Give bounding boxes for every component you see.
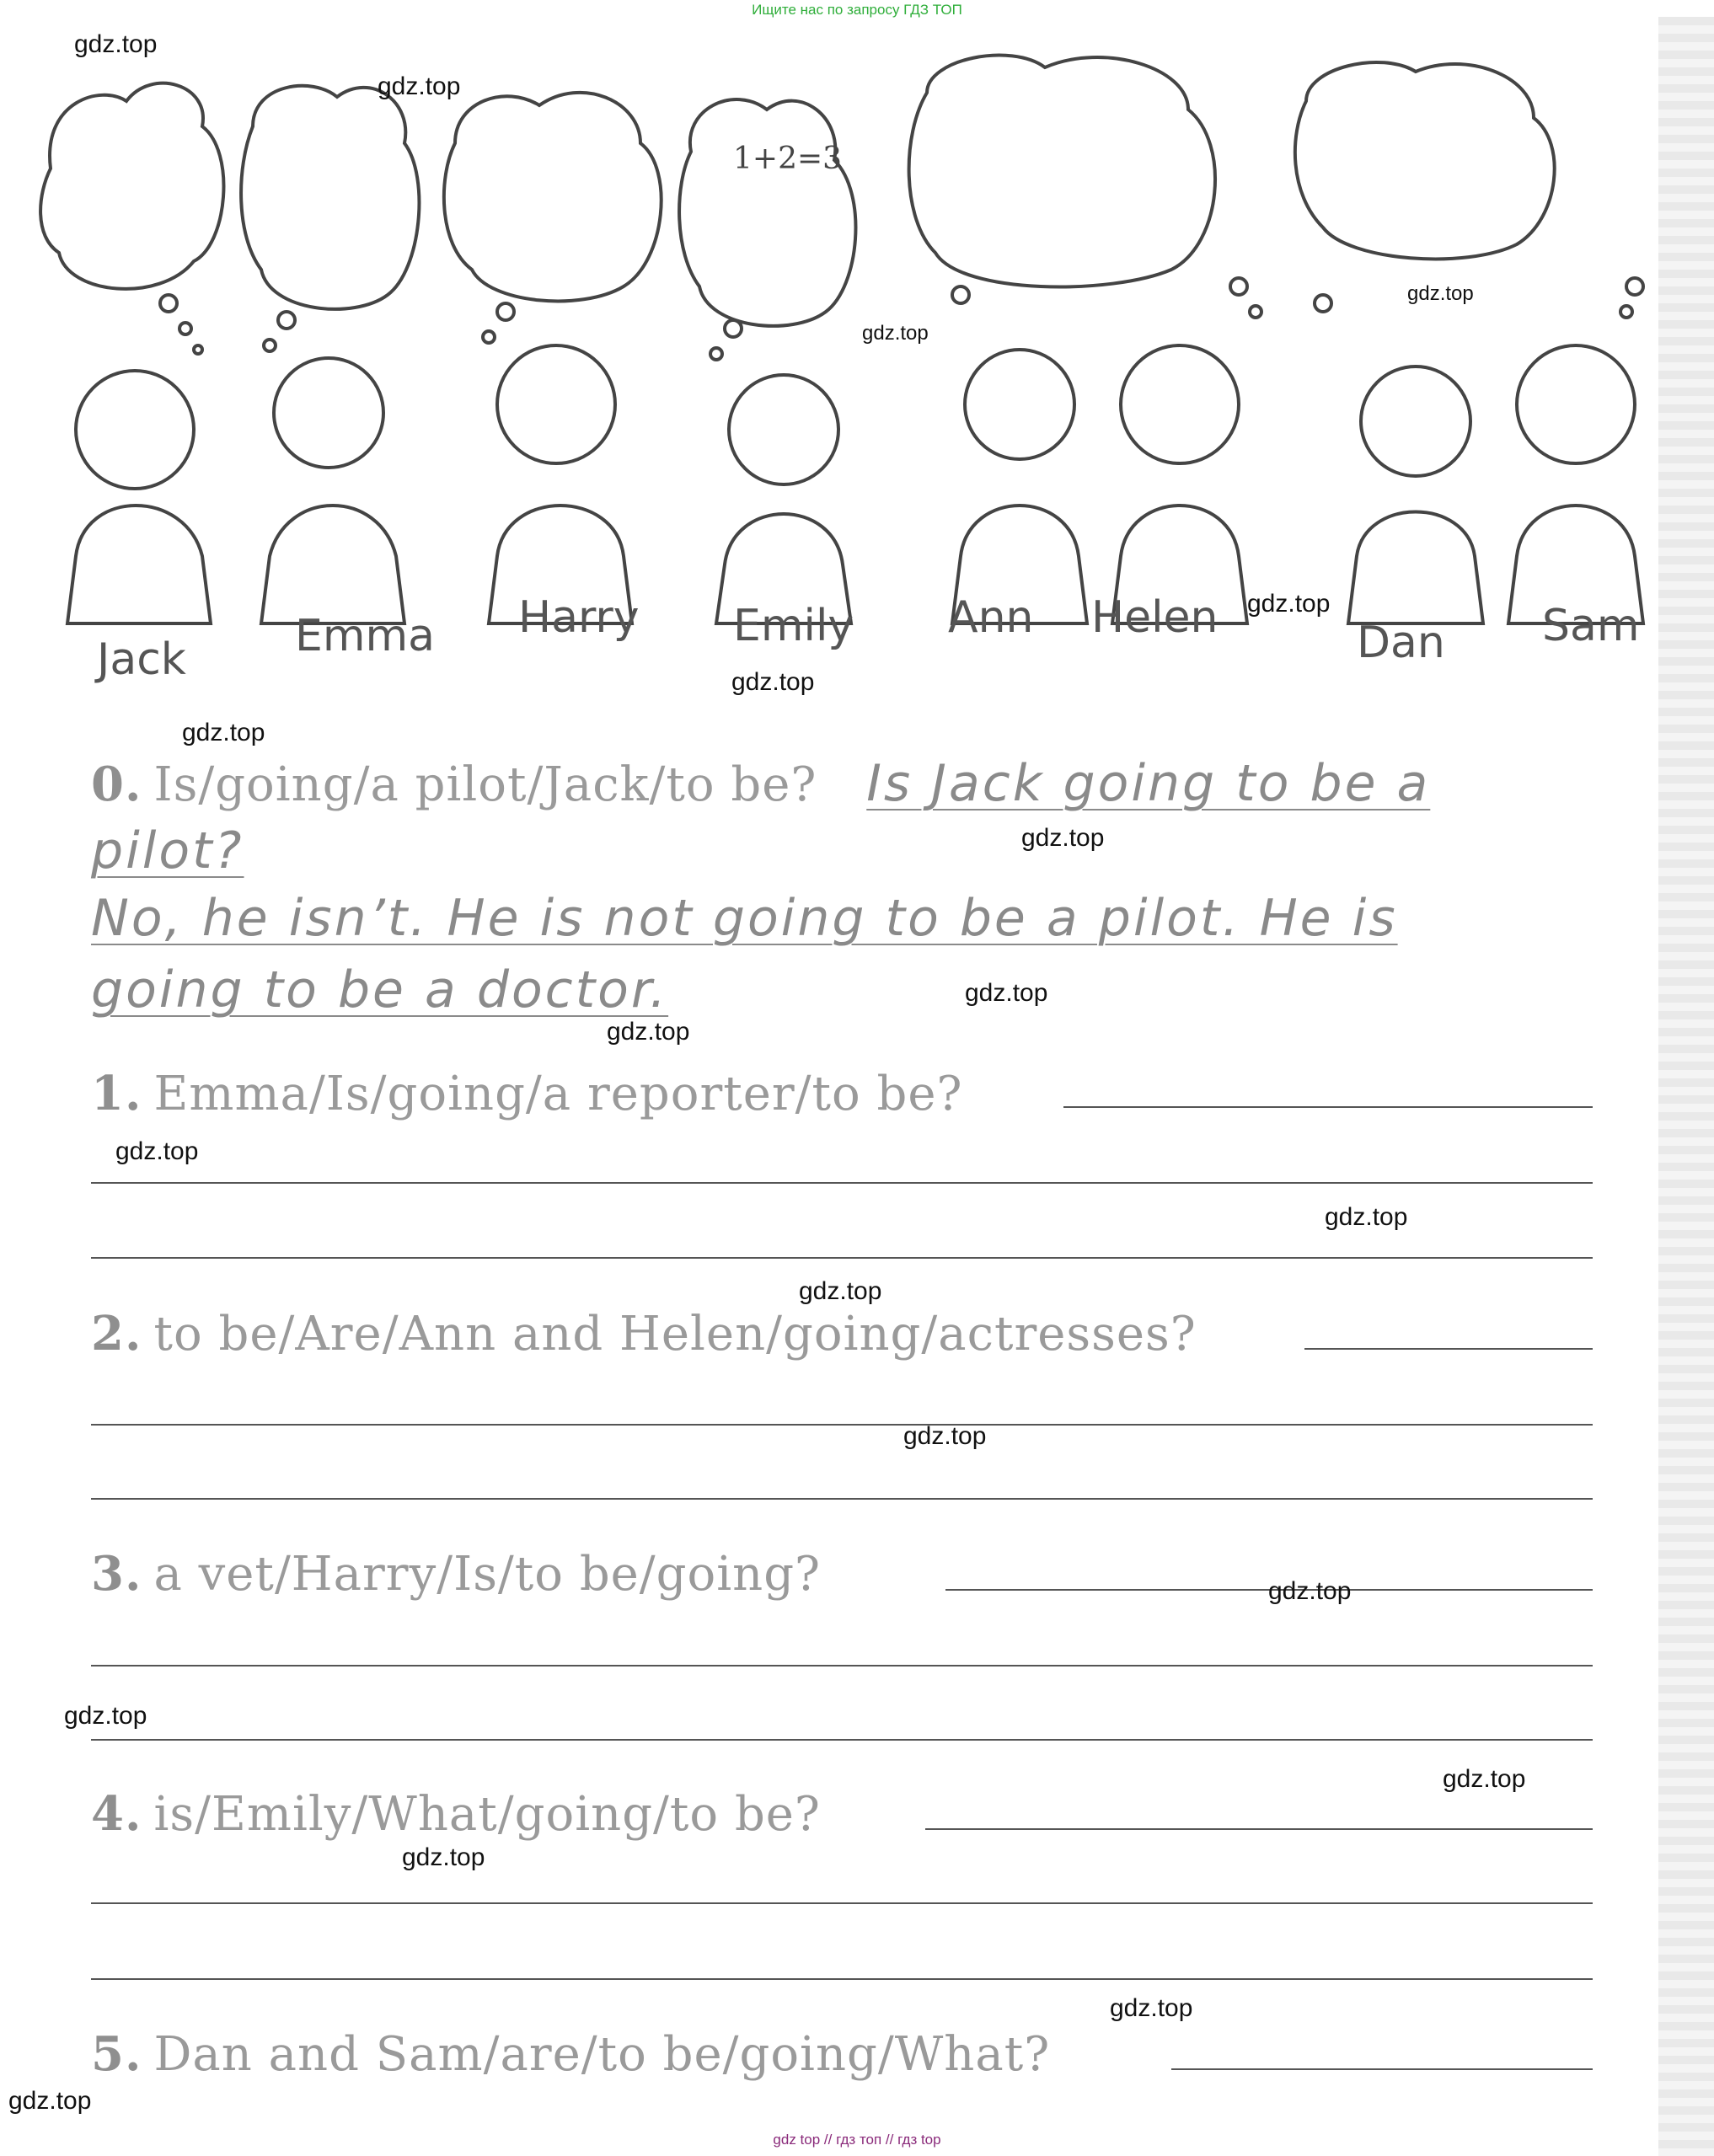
watermark: gdz.top bbox=[1247, 590, 1331, 618]
bottom-banner: gdz top // гдз топ // гдз top bbox=[773, 2132, 941, 2148]
answer-line[interactable] bbox=[1304, 1348, 1593, 1350]
watermark: gdz.top bbox=[64, 1702, 147, 1730]
answer-text: going to be a doctor. bbox=[91, 960, 669, 1019]
exercise-0 bbox=[91, 754, 1599, 813]
answer-line[interactable] bbox=[925, 1828, 1593, 1830]
answer-line[interactable] bbox=[91, 1424, 1593, 1426]
watermark: gdz.top bbox=[1443, 1765, 1526, 1793]
exercise-prompt: a vet/Harry/Is/to be/going? bbox=[153, 1547, 822, 1602]
exercise-prompt: Is/going/a pilot/Jack/to be? bbox=[153, 757, 817, 812]
watermark: gdz.top bbox=[799, 1277, 882, 1305]
name-ann: Ann bbox=[948, 592, 1034, 643]
watermark: gdz.top bbox=[731, 668, 815, 696]
watermark: gdz.top bbox=[607, 1018, 690, 1046]
watermark: gdz.top bbox=[1325, 1203, 1408, 1231]
watermark: gdz.top bbox=[115, 1137, 199, 1165]
answer-line[interactable] bbox=[91, 1498, 1593, 1500]
exercise-number: 3. bbox=[91, 1546, 142, 1602]
exercise-0-answer-3 bbox=[91, 889, 1599, 948]
watermark: gdz.top bbox=[378, 72, 461, 100]
watermark: gdz.top bbox=[8, 2087, 92, 2115]
answer-line[interactable] bbox=[91, 1257, 1593, 1259]
exercise-number: 2. bbox=[91, 1306, 142, 1362]
watermark: gdz.top bbox=[1021, 824, 1105, 852]
watermark: gdz.top bbox=[1407, 282, 1474, 305]
answer-text: Is Jack going to be a bbox=[866, 754, 1431, 813]
exercise-0-answer-2 bbox=[91, 821, 1599, 880]
exercise-number: 5. bbox=[91, 2026, 142, 2082]
exercise-3 bbox=[91, 1546, 1599, 1602]
reporter-bubble bbox=[444, 93, 661, 302]
answer-line[interactable] bbox=[91, 1978, 1593, 1980]
name-jack: Jack bbox=[97, 634, 186, 685]
exercise-5 bbox=[91, 2026, 1599, 2082]
name-helen: Helen bbox=[1091, 592, 1219, 643]
pilots-bubble bbox=[1295, 62, 1555, 259]
exercise-number: 1. bbox=[91, 1066, 142, 1121]
doctor-bubble bbox=[40, 83, 223, 289]
exercise-number: 4. bbox=[91, 1786, 142, 1842]
name-dan: Dan bbox=[1357, 618, 1445, 668]
answer-line[interactable] bbox=[91, 1665, 1593, 1666]
actresses-bubble bbox=[909, 56, 1215, 287]
watermark: gdz.top bbox=[965, 979, 1048, 1007]
name-emily: Emily bbox=[733, 601, 854, 651]
watermark: gdz.top bbox=[402, 1843, 485, 1871]
teacher-bubble bbox=[679, 99, 855, 326]
name-emma: Emma bbox=[295, 611, 436, 661]
exercise-prompt: Emma/Is/going/a reporter/to be? bbox=[153, 1067, 963, 1121]
exercise-4 bbox=[91, 1786, 1599, 1842]
answer-text: pilot? bbox=[91, 821, 244, 880]
watermark: gdz.top bbox=[182, 719, 265, 746]
answer-line[interactable] bbox=[91, 1902, 1593, 1904]
answer-line[interactable] bbox=[1171, 2068, 1593, 2070]
watermark: gdz.top bbox=[1110, 1994, 1193, 2022]
exercise-prompt: to be/Are/Ann and Helen/going/actresses? bbox=[153, 1307, 1197, 1362]
exercise-0-answer-4 bbox=[91, 960, 1599, 1019]
exercise-prompt: Dan and Sam/are/to be/going/What? bbox=[153, 2027, 1051, 2082]
name-sam: Sam bbox=[1542, 601, 1640, 651]
watermark: gdz.top bbox=[903, 1422, 987, 1450]
exercise-1 bbox=[91, 1066, 1599, 1121]
vet-bubble bbox=[241, 86, 419, 309]
name-harry: Harry bbox=[518, 592, 640, 643]
top-banner: Ищите нас по запросу ГДЗ ТОП bbox=[752, 2, 962, 18]
watermark: gdz.top bbox=[74, 30, 158, 58]
answer-line[interactable] bbox=[1063, 1106, 1593, 1108]
answer-line[interactable] bbox=[91, 1182, 1593, 1184]
bubble-math: 1+2=3 bbox=[733, 142, 843, 176]
children-illustration bbox=[34, 51, 1668, 708]
answer-text: No, he isn’t. He is not going to be a pilot. He is bbox=[91, 889, 1398, 948]
watermark: gdz.top bbox=[1268, 1577, 1352, 1605]
exercise-prompt: is/Emily/What/going/to be? bbox=[153, 1787, 821, 1842]
exercise-number: 0. bbox=[91, 757, 142, 812]
answer-line[interactable] bbox=[91, 1739, 1593, 1741]
exercise-2 bbox=[91, 1306, 1599, 1362]
watermark: gdz.top bbox=[862, 322, 929, 345]
